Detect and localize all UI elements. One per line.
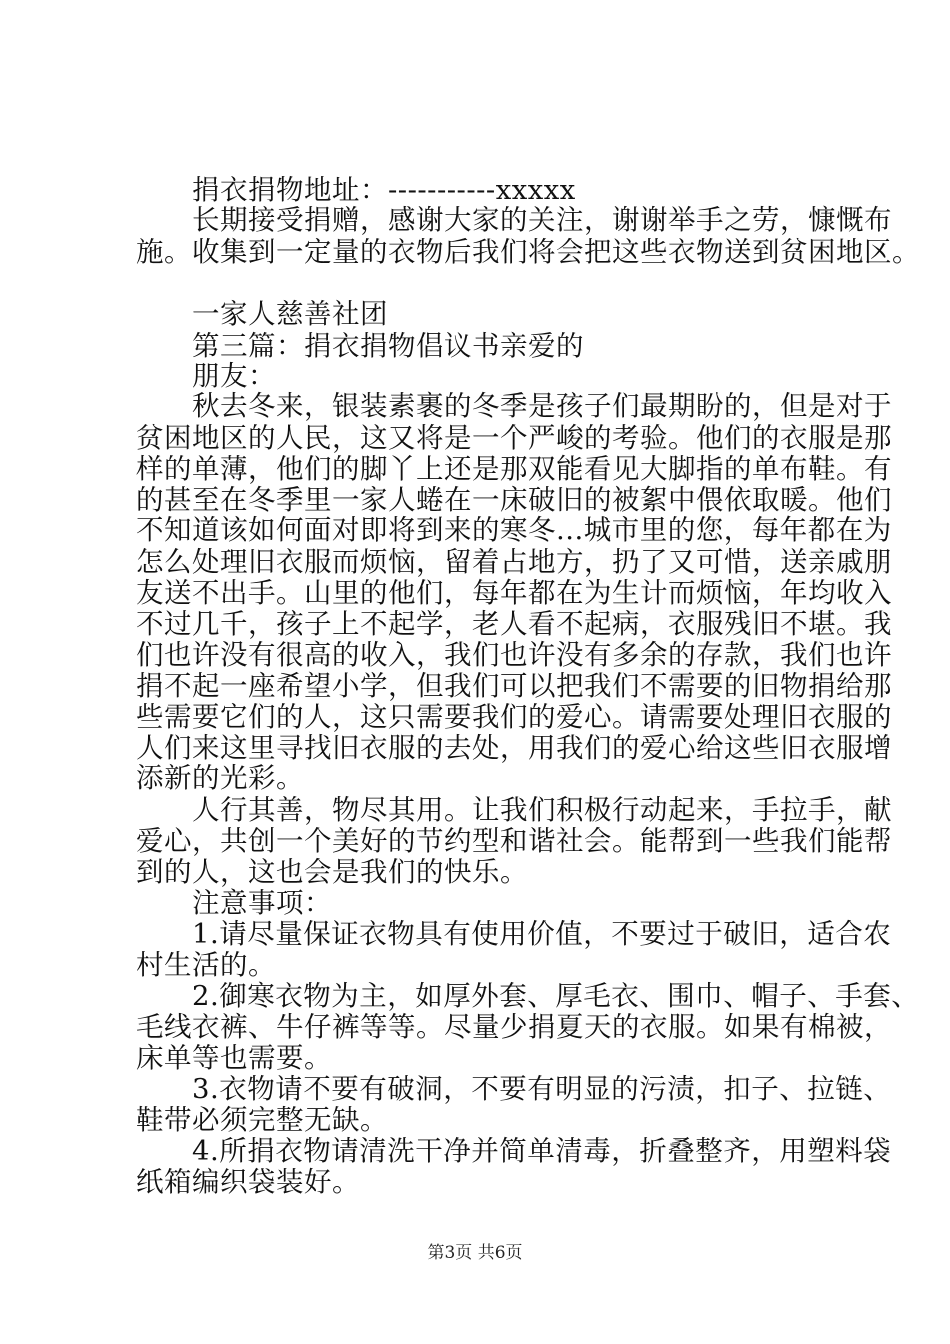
text-line: 施。收集到一定量的衣物后我们将会把这些衣物送到贫困地区。 <box>136 236 920 268</box>
text-line: 秋去冬来，银装素裹的冬季是孩子们最期盼的，但是对于 <box>136 390 892 422</box>
notice-heading: 注意事项： <box>136 887 332 919</box>
text-line: 爱心，共创一个美好的节约型和谐社会。能帮到一些我们能帮 <box>136 825 892 857</box>
text-line: 到的人，这也会是我们的快乐。 <box>136 856 528 888</box>
text-line: 一家人慈善社团 <box>136 298 388 330</box>
text-line: 长期接受捐赠，感谢大家的关注，谢谢举手之劳，慷慨布 <box>136 204 892 236</box>
text-line: 不过几千，孩子上不起学，老人看不起病，衣服残旧不堪。我 <box>136 608 892 640</box>
text-line: 友送不出手。山里的他们，每年都在为生计而烦恼，年均收入 <box>136 577 892 609</box>
notice-item: 纸箱编织袋装好。 <box>136 1166 360 1198</box>
notice-item: 4.所捐衣物请清洗干净并简单清毒，折叠整齐，用塑料袋 <box>136 1135 892 1167</box>
notice-item: 1.请尽量保证衣物具有使用价值，不要过于破旧，适合农 <box>136 918 892 950</box>
text-line: 贫困地区的人民，这又将是一个严峻的考验。他们的衣服是那 <box>136 422 892 454</box>
text-line: 人行其善，物尽其用。让我们积极行动起来，手拉手，献 <box>136 794 892 826</box>
notice-item: 毛线衣裤、牛仔裤等等。尽量少捐夏天的衣服。如果有棉被， <box>136 1011 892 1043</box>
notice-item: 2.御寒衣物为主，如厚外套、厚毛衣、围巾、帽子、手套、 <box>136 980 920 1012</box>
page-footer: 第3页 共6页 <box>427 1243 523 1263</box>
text-line: 的甚至在冬季里一家人蜷在一床破旧的被絮中偎依取暖。他们 <box>136 484 892 516</box>
text-line: 添新的光彩。 <box>136 762 304 794</box>
text-line: 捐不起一座希望小学，但我们可以把我们不需要的旧物捐给那 <box>136 670 892 702</box>
text-line: 们也许没有很高的收入，我们也许没有多余的存款，我们也许 <box>136 639 892 671</box>
section-heading: 第三篇：捐衣捐物倡议书亲爱的 <box>136 330 584 362</box>
notice-item: 村生活的。 <box>136 949 276 981</box>
text-line: 些需要它们的人，这只需要我们的爱心。请需要处理旧衣服的 <box>136 701 892 733</box>
notice-item: 3.衣物请不要有破洞，不要有明显的污渍，扣子、拉链、 <box>136 1073 892 1105</box>
salutation: 朋友： <box>136 360 276 392</box>
notice-item: 床单等也需要。 <box>136 1042 332 1074</box>
text-line: 捐衣捐物地址：-----------xxxxx <box>136 174 576 206</box>
text-line: 样的单薄，他们的脚丫上还是那双能看见大脚指的单布鞋。有 <box>136 453 892 485</box>
text-line: 怎么处理旧衣服而烦恼，留着占地方，扔了又可惜，送亲戚朋 <box>136 546 892 578</box>
text-line: 不知道该如何面对即将到来的寒冬...城市里的您，每年都在为 <box>136 514 892 546</box>
text-line: 人们来这里寻找旧衣服的去处，用我们的爱心给这些旧衣服增 <box>136 732 892 764</box>
notice-item: 鞋带必须完整无缺。 <box>136 1104 388 1136</box>
